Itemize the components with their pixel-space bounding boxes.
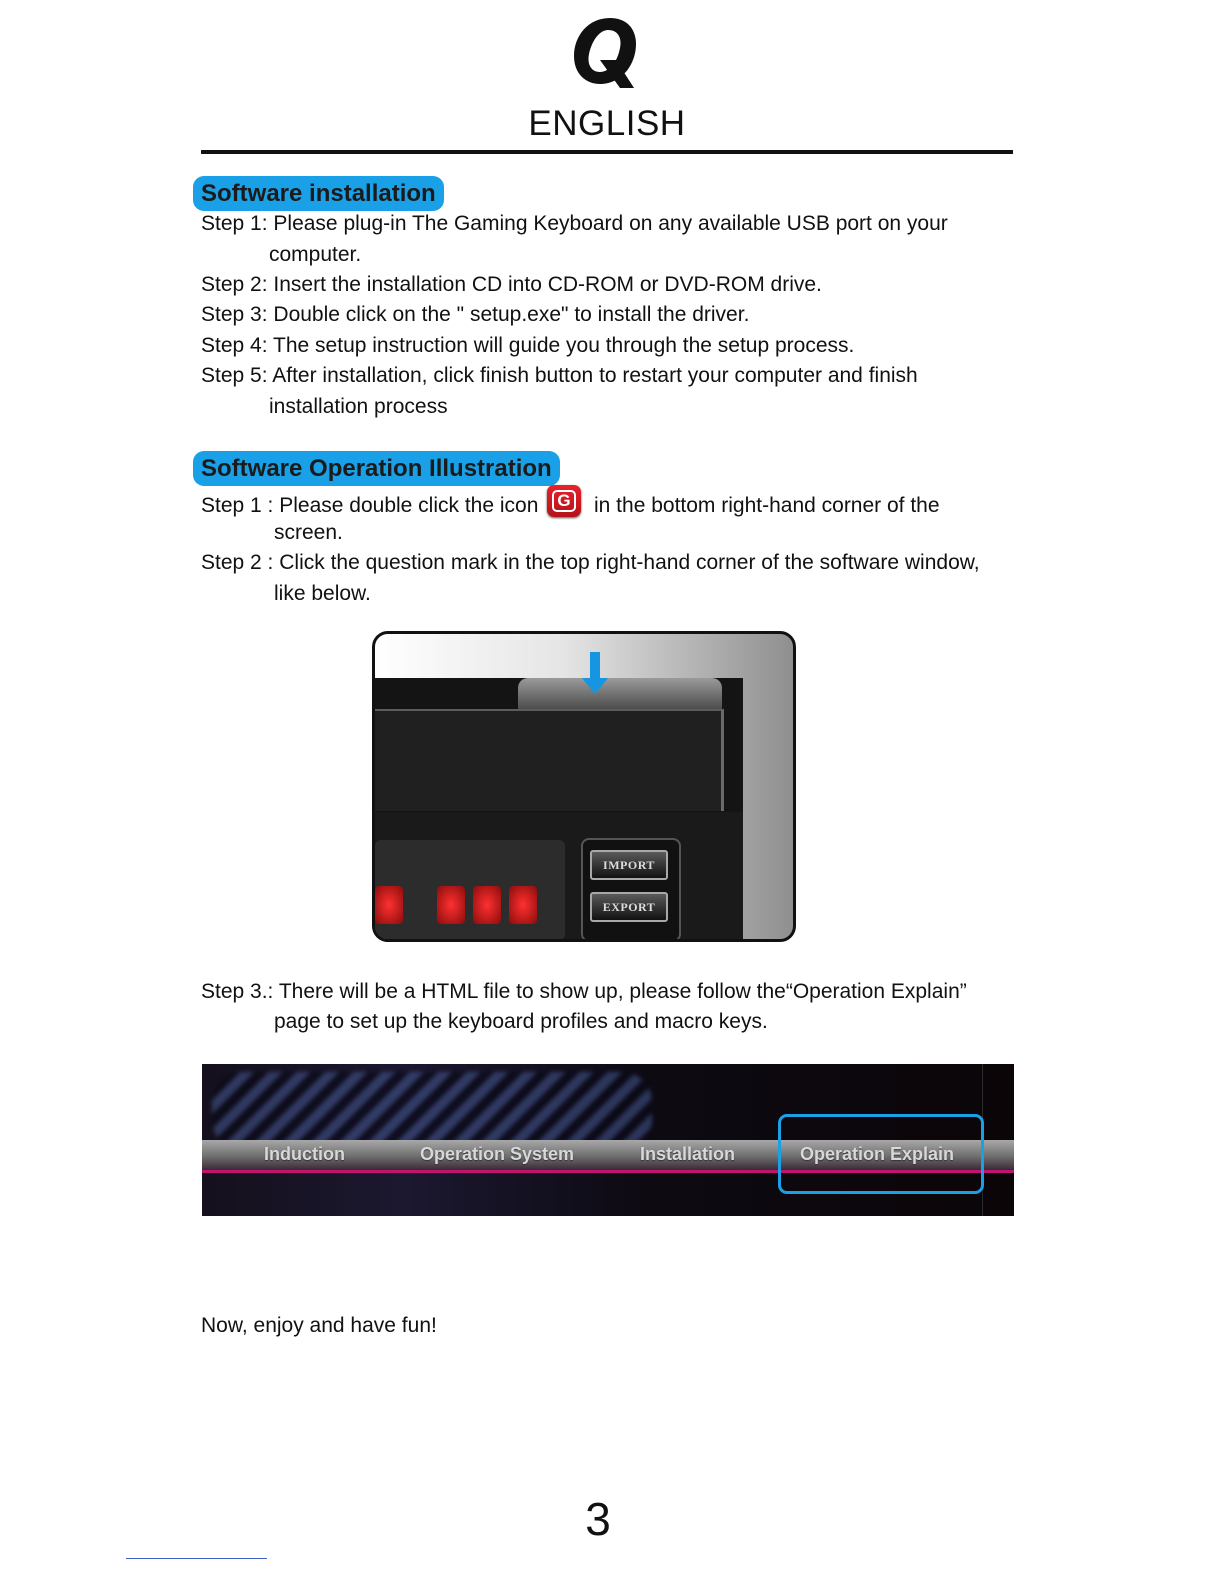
operation-step-3 (201, 977, 967, 1007)
install-step-5 (201, 361, 918, 391)
page-number: 3 (585, 1493, 611, 1545)
step-text: After installation, click finish button to restart your computer and finish (272, 364, 918, 387)
step-label: Step 3.: (201, 980, 274, 1003)
language-title: ENGLISH (528, 104, 686, 143)
step-text: The setup instruction will guide you through the setup process. (273, 334, 855, 357)
software-window-panel (375, 709, 724, 811)
nav-item-operation-explain[interactable]: Operation Explain (800, 1144, 955, 1164)
q-brand-logo-icon (570, 14, 642, 90)
nav-item-installation[interactable]: Installation (640, 1144, 736, 1164)
key-icon (375, 886, 403, 924)
operation-step-2-cont: like below. (274, 582, 371, 605)
operation-step-3-cont: page to set up the keyboard profiles and macro keys. (274, 1010, 768, 1033)
pointer-arrow-head-icon (582, 678, 608, 694)
install-step-2 (201, 270, 822, 300)
install-step-1 (201, 209, 948, 239)
footer-rule (126, 1558, 267, 1559)
step-label: Step 5: (201, 364, 268, 387)
operation-step-1-after: in the bottom right-hand corner of the (594, 494, 940, 517)
header-divider (201, 150, 1013, 154)
key-icon (437, 886, 465, 924)
software-window-lower (375, 812, 743, 942)
operation-step-1-cont: screen. (274, 521, 343, 544)
software-window-titlebar (518, 678, 722, 710)
nav-item-induction[interactable]: Induction (264, 1144, 345, 1164)
keypad-preview (375, 840, 565, 940)
step-text: Double click on the " setup.exe" to install the driver. (273, 303, 750, 326)
step-text: Please double click the icon (279, 494, 539, 517)
step-label: Step 1: (201, 212, 268, 235)
step-text: Click the question mark in the top right-hand corner of the software window, (279, 551, 980, 574)
key-icon (473, 886, 501, 924)
step-label: Step 2 : (201, 551, 274, 574)
help-nav-banner (202, 1064, 1014, 1216)
step-label: Step 1 : (201, 494, 274, 517)
nav-highlight-box (778, 1114, 984, 1194)
import-button[interactable]: IMPORT (590, 850, 668, 880)
step-text: Insert the installation CD into CD-ROM or DVD-ROM drive. (273, 273, 822, 296)
step-label: Step 4: (201, 334, 268, 357)
install-step-4 (201, 331, 854, 361)
keyboard-background-image (212, 1072, 652, 1150)
closing-text: Now, enjoy and have fun! (201, 1314, 437, 1337)
nav-item-operation-system[interactable]: Operation System (420, 1144, 575, 1164)
step-text: There will be a HTML file to show up, please follow the“Operation Explain” (278, 980, 967, 1003)
step-label: Step 3: (201, 303, 268, 326)
install-step-3 (201, 300, 749, 330)
export-button[interactable]: EXPORT (590, 892, 668, 922)
key-icon (509, 886, 537, 924)
software-window-screenshot (372, 631, 796, 942)
step-text: Please plug-in The Gaming Keyboard on any available USB port on your (273, 212, 948, 235)
install-step-1-cont: computer. (269, 243, 362, 266)
g-app-icon: G (547, 485, 581, 517)
step-label: Step 2: (201, 273, 268, 296)
operation-step-2 (201, 548, 980, 578)
section-title-operation: Software Operation Illustration (193, 451, 560, 486)
operation-step-1 (201, 491, 538, 521)
section-title-installation: Software installation (193, 176, 444, 211)
install-step-5-cont: installation process (269, 395, 448, 418)
